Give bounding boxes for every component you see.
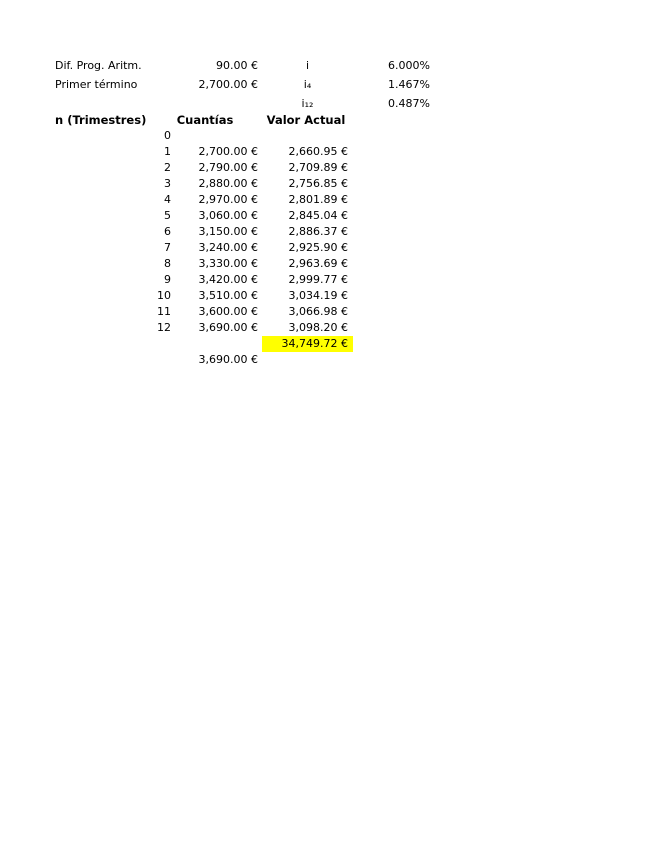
row-n: 0 <box>164 129 171 142</box>
row-cuantia: 3,150.00 € <box>198 225 258 238</box>
total-valor-actual: 34,749.72 € <box>281 337 348 350</box>
header-n-trimestres: n (Trimestres) <box>55 113 147 127</box>
table-row <box>0 160 655 176</box>
row-cuantia: 3,240.00 € <box>198 241 258 254</box>
row-cuantia: 3,060.00 € <box>198 209 258 222</box>
row-n: 4 <box>164 193 171 206</box>
row-cuantia: 2,970.00 € <box>198 193 258 206</box>
i-value: 6.000% <box>388 59 430 72</box>
row-n: 2 <box>164 161 171 174</box>
table-row <box>0 128 655 144</box>
row-valor-actual: 2,999.77 € <box>288 273 348 286</box>
data-table <box>0 128 655 368</box>
row-valor-actual: 2,886.37 € <box>288 225 348 238</box>
i4-label: i₄ <box>303 78 312 91</box>
row-valor-actual: 3,098.20 € <box>288 321 348 334</box>
row-cuantia: 3,690.00 € <box>198 321 258 334</box>
row-n: 11 <box>157 305 171 318</box>
primer-termino-value: 2,700.00 € <box>198 78 258 91</box>
row-valor-actual: 3,066.98 € <box>288 305 348 318</box>
i12-value: 0.487% <box>388 97 430 110</box>
i-label: i <box>305 59 310 72</box>
row-n: 6 <box>164 225 171 238</box>
row-cuantia: 3,420.00 € <box>198 273 258 286</box>
row-cuantia: 3,510.00 € <box>198 289 258 302</box>
row-n: 8 <box>164 257 171 270</box>
table-row <box>0 144 655 160</box>
table-row <box>0 288 655 304</box>
row-n: 9 <box>164 273 171 286</box>
table-row <box>0 256 655 272</box>
footer-row <box>0 352 655 368</box>
row-valor-actual: 2,925.90 € <box>288 241 348 254</box>
table-row <box>0 240 655 256</box>
row-n: 1 <box>164 145 171 158</box>
dif-prog-label: Dif. Prog. Aritm. <box>55 59 142 72</box>
row-cuantia: 2,790.00 € <box>198 161 258 174</box>
primer-termino-label: Primer término <box>55 78 138 91</box>
row-cuantia: 2,700.00 € <box>198 145 258 158</box>
i12-label: i₁₂ <box>301 97 314 110</box>
row-cuantia <box>170 128 258 144</box>
row-cuantia: 2,880.00 € <box>198 177 258 190</box>
footer-cuantia: 3,690.00 € <box>198 353 258 366</box>
row-valor-actual: 2,801.89 € <box>288 193 348 206</box>
row-n: 10 <box>157 289 171 302</box>
row-valor-actual: 2,756.85 € <box>288 177 348 190</box>
table-row <box>0 304 655 320</box>
row-valor-actual: 2,845.04 € <box>288 209 348 222</box>
table-row <box>0 320 655 336</box>
row-valor-actual: 2,963.69 € <box>288 257 348 270</box>
header-cuantias: Cuantías <box>176 113 234 127</box>
table-row <box>0 272 655 288</box>
dif-prog-value: 90.00 € <box>216 59 258 72</box>
table-row <box>0 224 655 240</box>
row-n: 12 <box>157 321 171 334</box>
table-row <box>0 208 655 224</box>
header-valor-actual: Valor Actual <box>266 113 346 127</box>
row-valor-actual <box>262 128 348 144</box>
i4-value: 1.467% <box>388 78 430 91</box>
row-valor-actual: 2,660.95 € <box>288 145 348 158</box>
row-cuantia: 3,600.00 € <box>198 305 258 318</box>
table-row <box>0 192 655 208</box>
table-row <box>0 176 655 192</box>
row-n: 7 <box>164 241 171 254</box>
row-n: 3 <box>164 177 171 190</box>
row-valor-actual: 3,034.19 € <box>288 289 348 302</box>
row-cuantia: 3,330.00 € <box>198 257 258 270</box>
row-n: 5 <box>164 209 171 222</box>
total-row <box>0 336 655 352</box>
row-valor-actual: 2,709.89 € <box>288 161 348 174</box>
